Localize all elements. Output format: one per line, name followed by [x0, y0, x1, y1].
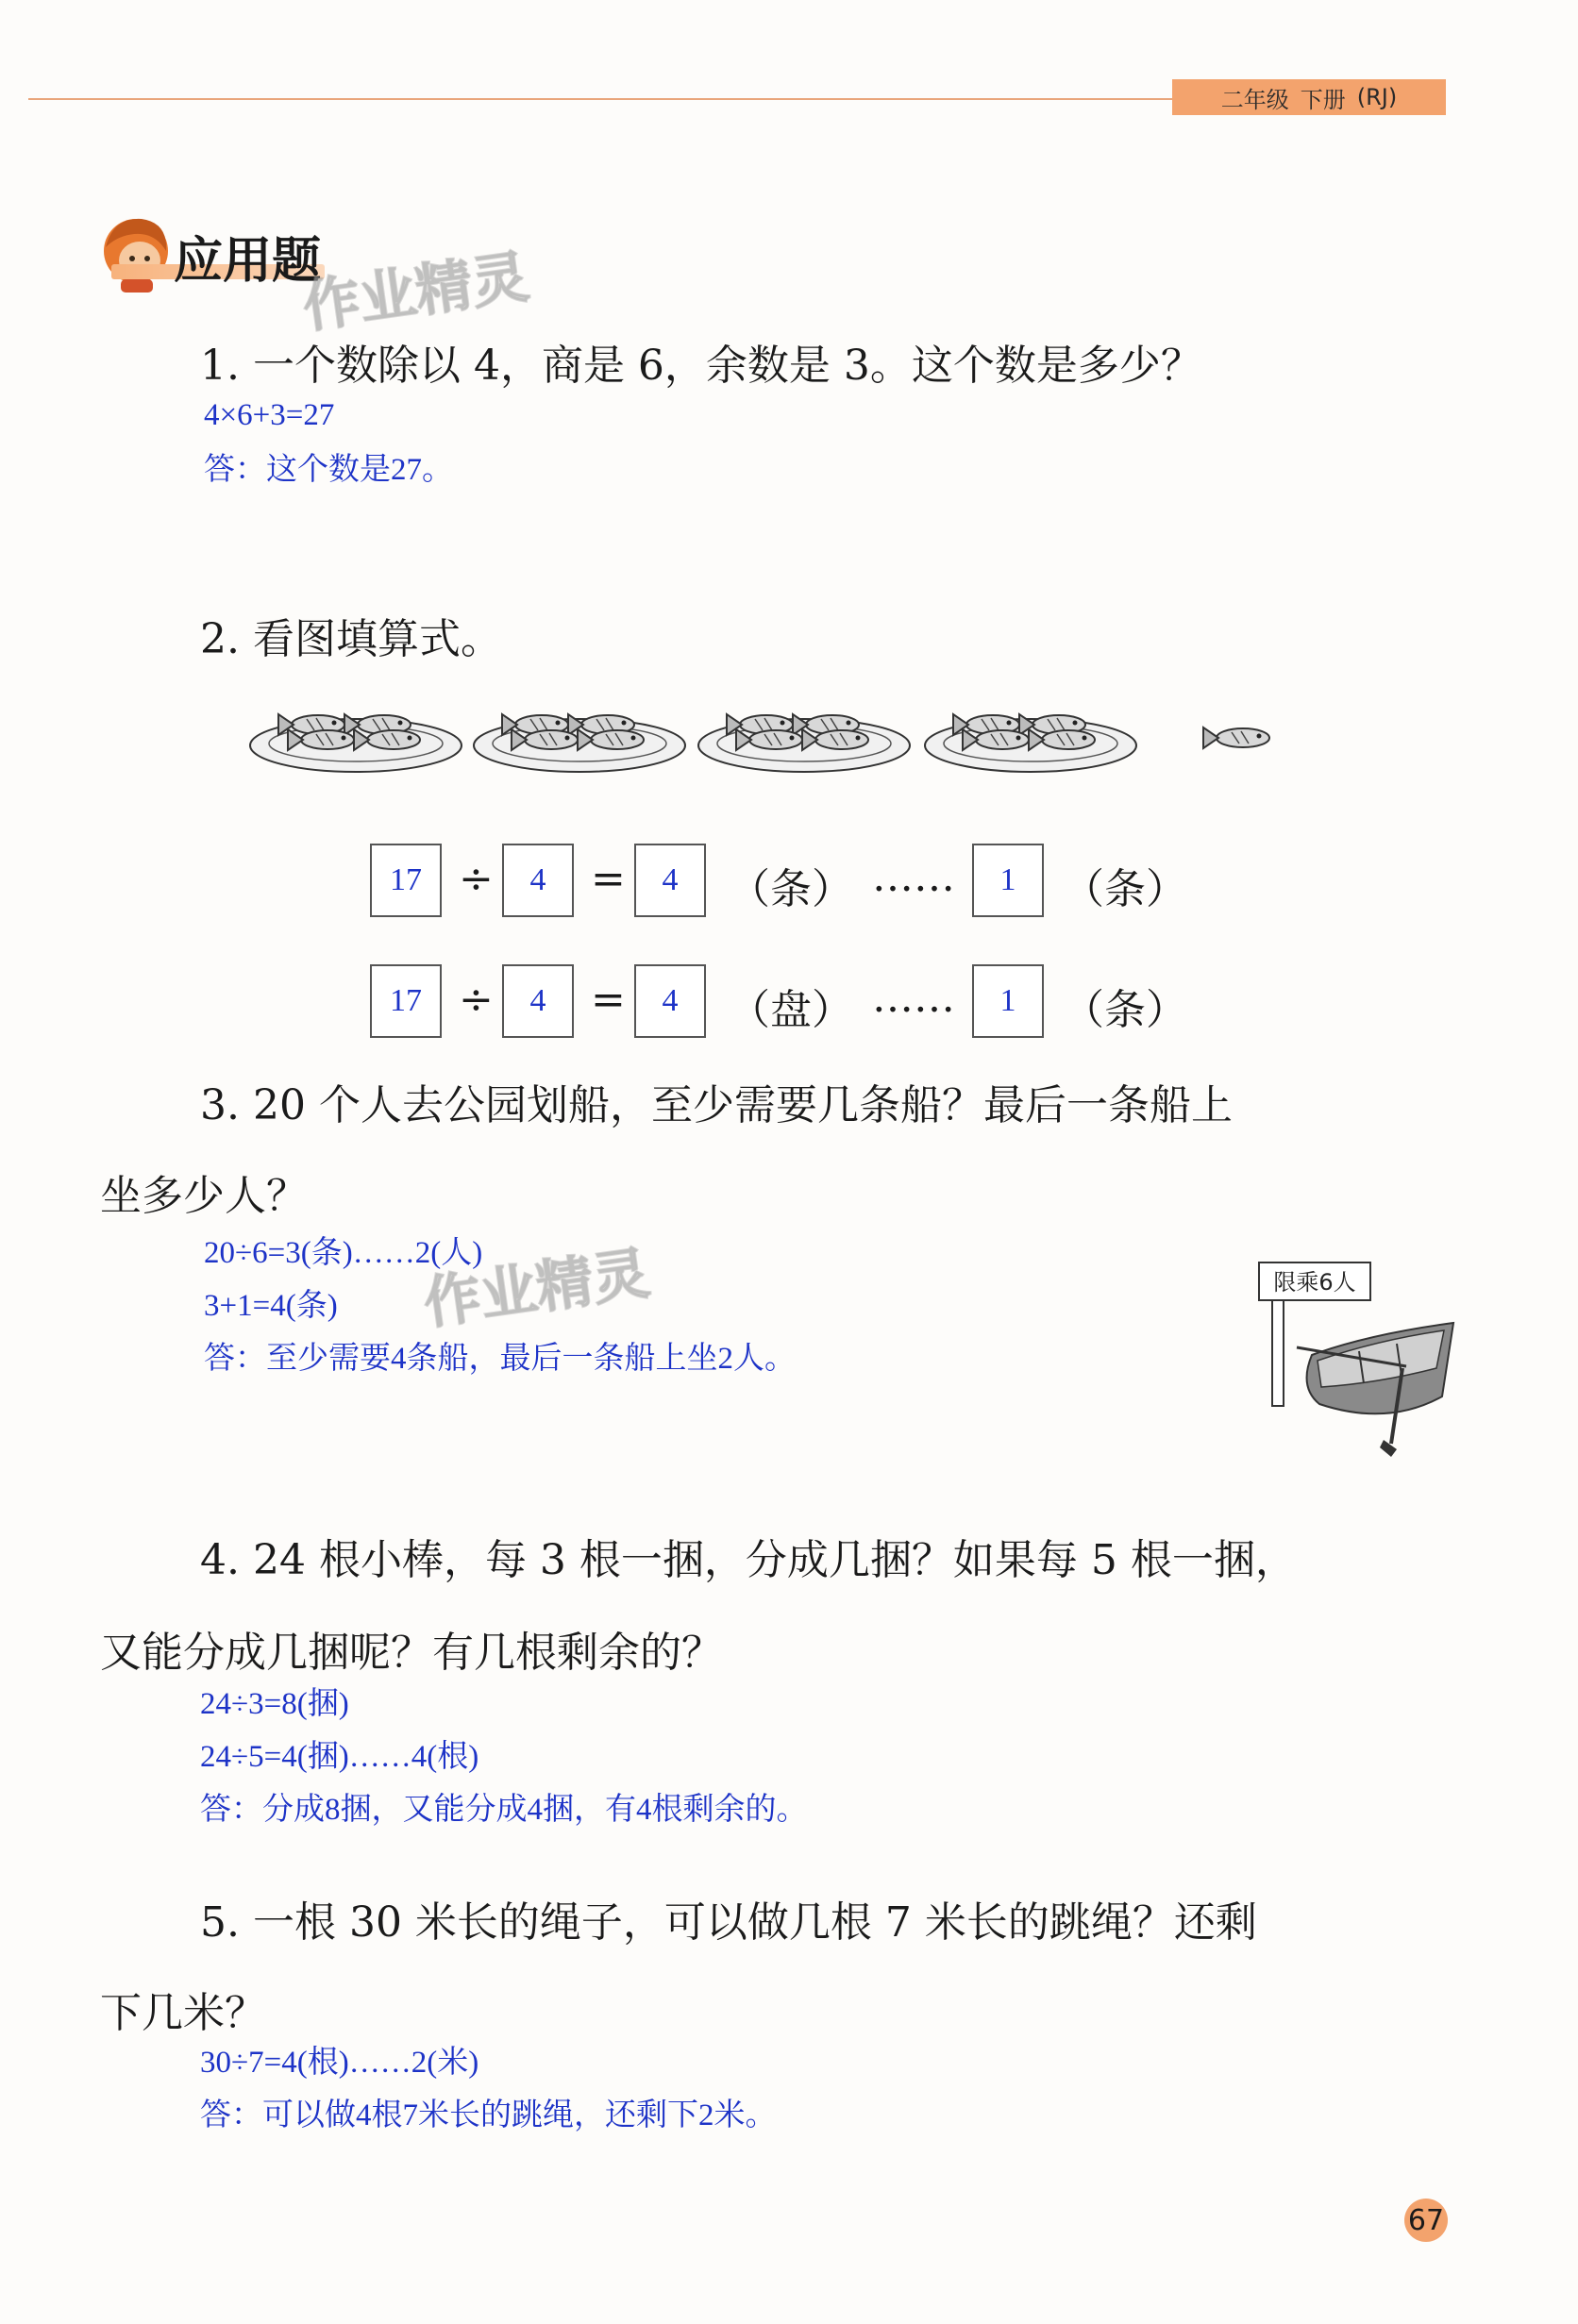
- header-rule: [28, 98, 1175, 100]
- volume-label: 下册: [1300, 86, 1346, 113]
- row2-remainder-box[interactable]: 1: [972, 964, 1044, 1038]
- q2-text: 2. 看图填算式。: [200, 615, 502, 663]
- q4-answer-line2: 24÷5=4(捆)……4(根): [200, 1740, 479, 1774]
- row1-quotient-box[interactable]: 4: [634, 844, 706, 917]
- q5-answer-line1: 30÷7=4(根)……2(米): [200, 2046, 479, 2080]
- row2-dots: ……: [872, 974, 955, 1022]
- q1-answer-line2: 答：这个数是27。: [204, 453, 453, 487]
- row2-divisor-box[interactable]: 4: [502, 964, 574, 1038]
- q3-answer-line1: 20÷6=3(条)……2(人): [204, 1236, 483, 1270]
- fish-plates-illustration: [247, 689, 1314, 783]
- q3-text-line2: 坐多少人？: [100, 1172, 308, 1220]
- single-fish: [1203, 727, 1269, 748]
- q1-text: 1. 一个数除以 4，商是 6，余数是 3。这个数是多少？: [200, 342, 1202, 390]
- row2-unit2: （条）: [1063, 986, 1187, 1034]
- q4-text-line2: 又能分成几捆呢？有几根剩余的？: [100, 1629, 723, 1677]
- q3-text-line1: 3. 20 个人去公园划船，至少需要几条船？最后一条船上: [200, 1081, 1233, 1129]
- section-title: 应用题: [174, 233, 322, 290]
- row1-dots: ……: [872, 853, 955, 901]
- grade-tag: [1172, 79, 1446, 115]
- plate-4: [925, 714, 1136, 772]
- page-number: 67: [1404, 2199, 1448, 2242]
- boat-sign-text: 限乘6人: [1273, 1269, 1356, 1296]
- q4-text-line1: 4. 24 根小棒，每 3 根一捆，分成几捆？如果每 5 根一捆，: [200, 1536, 1297, 1584]
- q4-answer-line1: 24÷3=8(捆): [200, 1687, 349, 1721]
- q4-answer-line3: 答：分成8捆，又能分成4捆，有4根剩余的。: [200, 1793, 808, 1827]
- row1-dividend-box[interactable]: 17: [370, 844, 442, 917]
- row1-unit1: （条）: [729, 865, 853, 913]
- q5-text-line1: 5. 一根 30 米长的绳子，可以做几根 7 米长的跳绳？还剩: [200, 1898, 1257, 1947]
- row1-equals-sign: =: [591, 855, 626, 903]
- plate-2: [474, 714, 685, 772]
- row1-divisor-box[interactable]: 4: [502, 844, 574, 917]
- row2-quotient-box[interactable]: 4: [634, 964, 706, 1038]
- q3-answer-line3: 答：至少需要4条船，最后一条船上坐2人。: [204, 1342, 796, 1376]
- q5-text-line2: 下几米？: [100, 1989, 266, 2037]
- grade-label: 二年级: [1220, 86, 1289, 113]
- plate-1: [250, 714, 462, 772]
- watermark-1: 作业精灵: [298, 243, 533, 342]
- row2-divide-sign: ÷: [459, 976, 494, 1024]
- mascot-icon: [92, 209, 179, 296]
- row2-unit1: （盘）: [729, 986, 853, 1034]
- row1-unit2: （条）: [1063, 865, 1187, 913]
- q3-answer-line2: 3+1=4(条): [204, 1289, 338, 1323]
- q5-answer-line2: 答：可以做4根7米长的跳绳，还剩下2米。: [200, 2098, 777, 2132]
- row1-divide-sign: ÷: [459, 855, 494, 903]
- row2-dividend-box[interactable]: 17: [370, 964, 442, 1038]
- plate-3: [698, 714, 910, 772]
- watermark-2: 作业精灵: [419, 1240, 654, 1338]
- boat-illustration: [1217, 1255, 1463, 1463]
- edition-label: (RJ): [1356, 84, 1398, 110]
- q1-answer-line1: 4×6+3=27: [204, 398, 335, 432]
- row1-remainder-box[interactable]: 1: [972, 844, 1044, 917]
- row2-equals-sign: =: [591, 976, 626, 1024]
